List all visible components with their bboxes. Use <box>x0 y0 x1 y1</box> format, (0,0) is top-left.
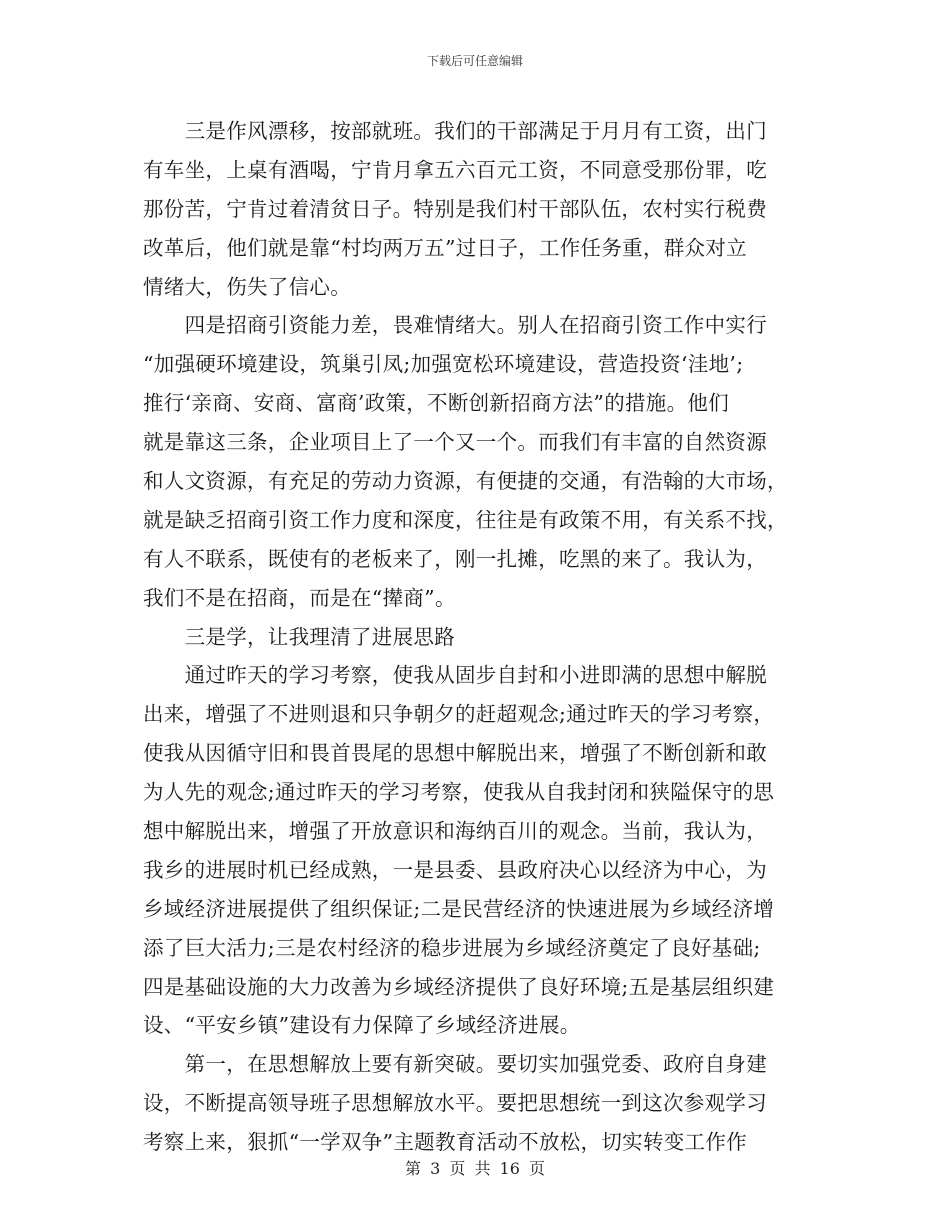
text-line: 和人文资源，有充足的劳动力资源，有便捷的交通，有浩翰的大市场， <box>143 469 788 494</box>
text-line: 有人不联系，既使有的老板来了，刚一扎摊，吃黑的来了。我认为， <box>143 546 767 571</box>
section-heading-line: 三是学，让我理清了进展思路 <box>143 624 455 649</box>
page-number-footer: 第 3 页 共 16 页 <box>405 1159 545 1178</box>
document-body <box>143 112 808 1162</box>
text-line: 四是基础设施的大力改善为乡域经济提供了良好环境;五是基层组织建 <box>143 974 775 999</box>
text-line: 出来，增强了不进则退和只争朝夕的赶超观念;通过昨天的学习考察， <box>143 702 775 727</box>
text-line: 第一，在思想解放上要有新突破。要切实加强党委、政府自身建 <box>143 1052 767 1077</box>
text-line: 通过昨天的学习考察，使我从固步自封和小进即满的思想中解脱 <box>143 663 767 688</box>
text-line: 设、“平安乡镇”建设有力保障了乡域经济进展。 <box>143 1013 581 1038</box>
text-line: 四是招商引资能力差，畏难情绪大。别人在招商引资工作中实行 <box>143 313 767 338</box>
text-line: 就是靠这三条，企业项目上了一个又一个。而我们有丰富的自然资源 <box>143 430 767 455</box>
text-line: 我们不是在招商，而是在“撵商”。 <box>143 585 456 610</box>
text-line: 那份苦，宁肯过着清贫日子。特别是我们村干部队伍，农村实行税费 <box>143 196 767 221</box>
text-line: 设，不断提高领导班子思想解放水平。要把思想统一到这次参观学习 <box>143 1091 767 1116</box>
text-line: 使我从因循守旧和畏首畏尾的思想中解脱出来，增强了不断创新和敢 <box>143 741 767 766</box>
page-header-note: 下载后可任意编辑 <box>426 54 523 68</box>
text-line: 三是作风漂移，按部就班。我们的干部满足于月月有工资，出门 <box>143 119 767 143</box>
text-line: 改革后，他们就是靠“村均两万五”过日子，工作任务重，群众对立 <box>143 235 747 260</box>
text-line: 为人先的观念;通过昨天的学习考察，使我从自我封闭和狭隘保守的思 <box>143 780 775 805</box>
text-line: 我乡的进展时机已经成熟，一是县委、县政府决心以经济为中心，为 <box>143 857 767 882</box>
text-line: 考察上来，狠抓“一学双争”主题教育活动不放松，切实转变工作作 <box>143 1130 747 1155</box>
text-line: “加强硬环境建设，筑巢引凤;加强宽松环境建设，营造投资‘洼地’; <box>143 352 744 377</box>
text-line: 添了巨大活力;三是农村经济的稳步进展为乡域经济奠定了良好基础; <box>143 935 761 960</box>
text-line: 有车坐，上桌有酒喝，宁肯月拿五六百元工资，不同意受那份罪，吃 <box>143 157 767 182</box>
text-line: 乡域经济进展提供了组织保证;二是民营经济的快速进展为乡域经济增 <box>143 896 775 921</box>
text-line: 想中解脱出来，增强了开放意识和海纳百川的观念。当前，我认为， <box>143 819 767 844</box>
text-line: 推行‘亲商、安商、富商’政策，不断创新招商方法”的措施。他们 <box>143 391 730 416</box>
text-line: 就是缺乏招商引资工作力度和深度，往往是有政策不用，有关系不找， <box>143 507 788 532</box>
text-line: 情绪大，伤失了信心。 <box>143 274 351 299</box>
